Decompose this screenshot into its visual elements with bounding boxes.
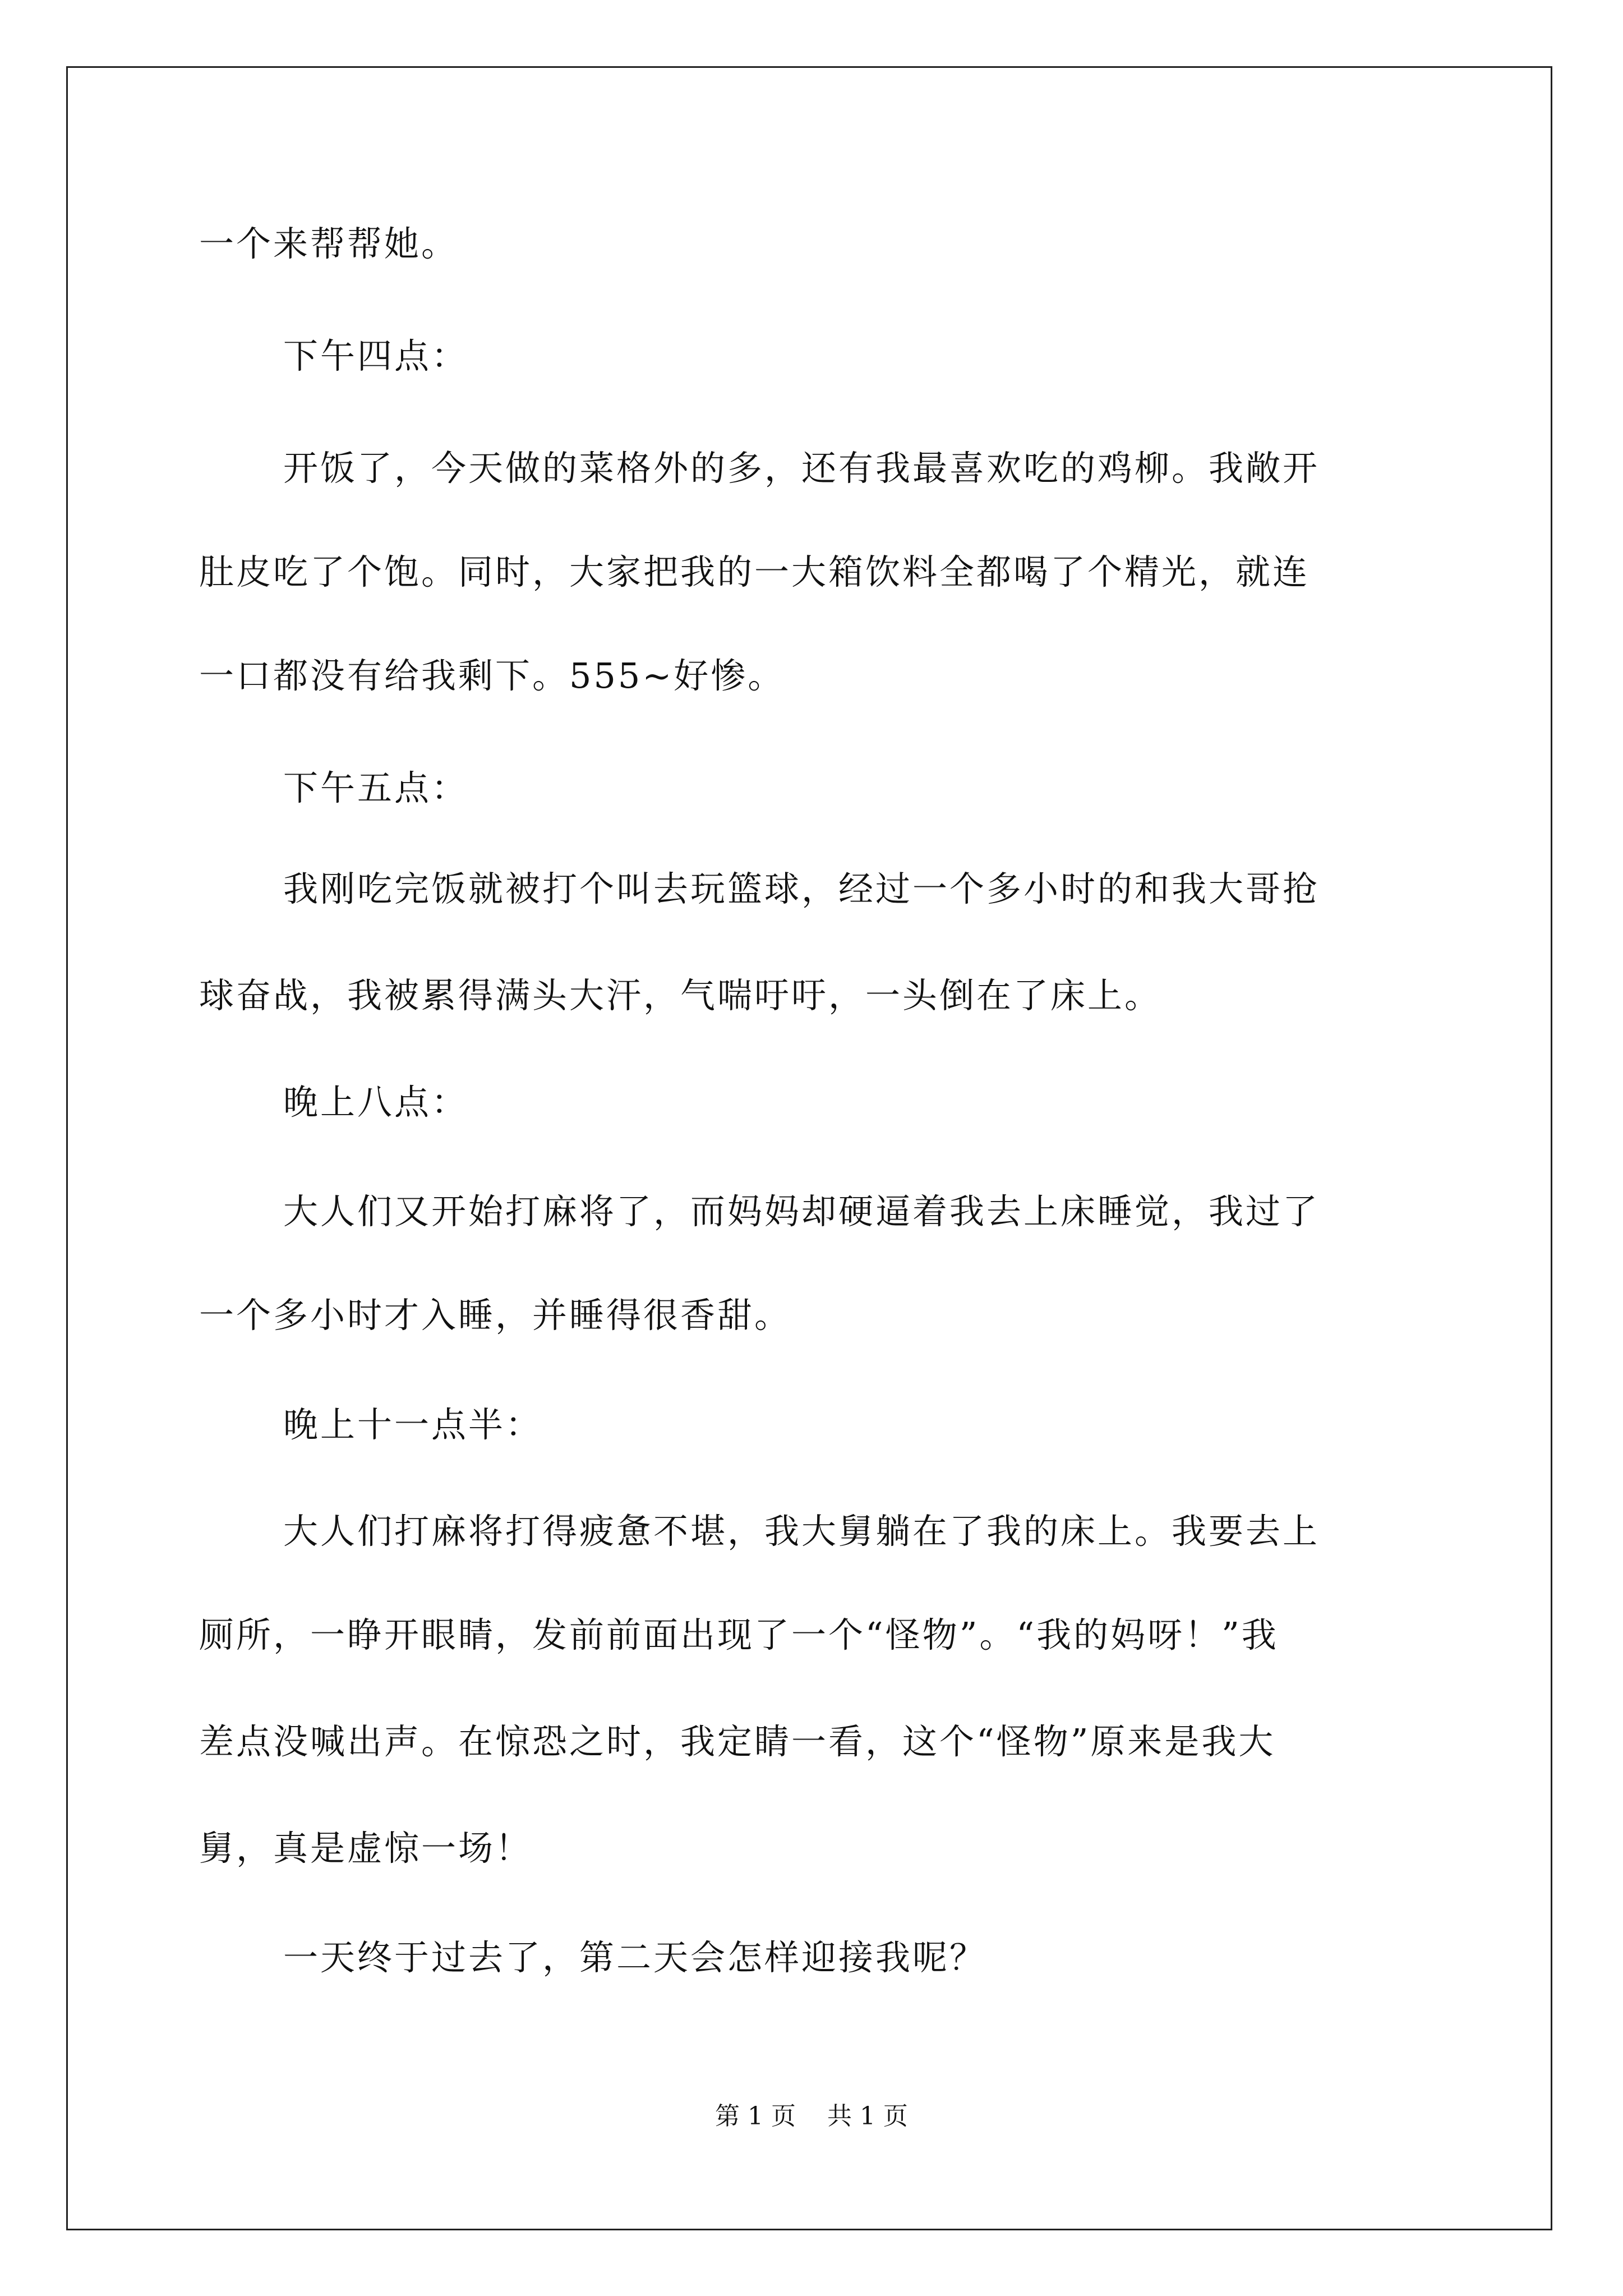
paragraph-line: 大人们打麻将打得疲惫不堪，我大舅躺在了我的床上。我要去上 [283,1511,1320,1552]
section-heading-1130pm: 晚上十一点半： [283,1404,543,1445]
paragraph-line: 舅，真是虚惊一场！ [199,1828,533,1869]
paragraph-line: 一口都没有给我剩下。555~好惨。 [199,655,785,696]
page-number-footer: 第 1 页 共 1 页 [715,2102,908,2131]
paragraph-line: 一个多小时才入睡，并睡得很香甜。 [199,1295,792,1336]
paragraph-line: 大人们又开始打麻将了，而妈妈却硬逼着我去上床睡觉，我过了 [283,1191,1320,1232]
paragraph-line: 球奋战，我被累得满头大汗，气喘吁吁，一头倒在了床上。 [199,975,1162,1016]
page-border [66,66,1552,2230]
paragraph-line: 差点没喊出声。在惊恐之时，我定睛一看，这个“怪物”原来是我大 [199,1721,1276,1762]
paragraph-line: 肚皮吃了个饱。同时，大家把我的一大箱饮料全都喝了个精光，就连 [199,551,1310,592]
paragraph-line: 开饭了，今天做的菜格外的多，还有我最喜欢吃的鸡柳。我敞开 [283,448,1320,489]
section-heading-5pm: 下午五点： [283,767,469,808]
paragraph-line: 我刚吃完饭就被打个叫去玩篮球，经过一个多小时的和我大哥抢 [283,868,1320,909]
paragraph-line: 一天终于过去了，第二天会怎样迎接我呢？ [283,1937,987,1978]
section-heading-8pm: 晚上八点： [283,1082,469,1122]
paragraph-line: 厕所，一睁开眼睛，发前前面出现了一个“怪物”。“我的妈呀！”我 [199,1614,1279,1655]
body-line-1: 一个来帮帮她。 [199,223,459,264]
section-heading-4pm: 下午四点： [283,335,469,376]
